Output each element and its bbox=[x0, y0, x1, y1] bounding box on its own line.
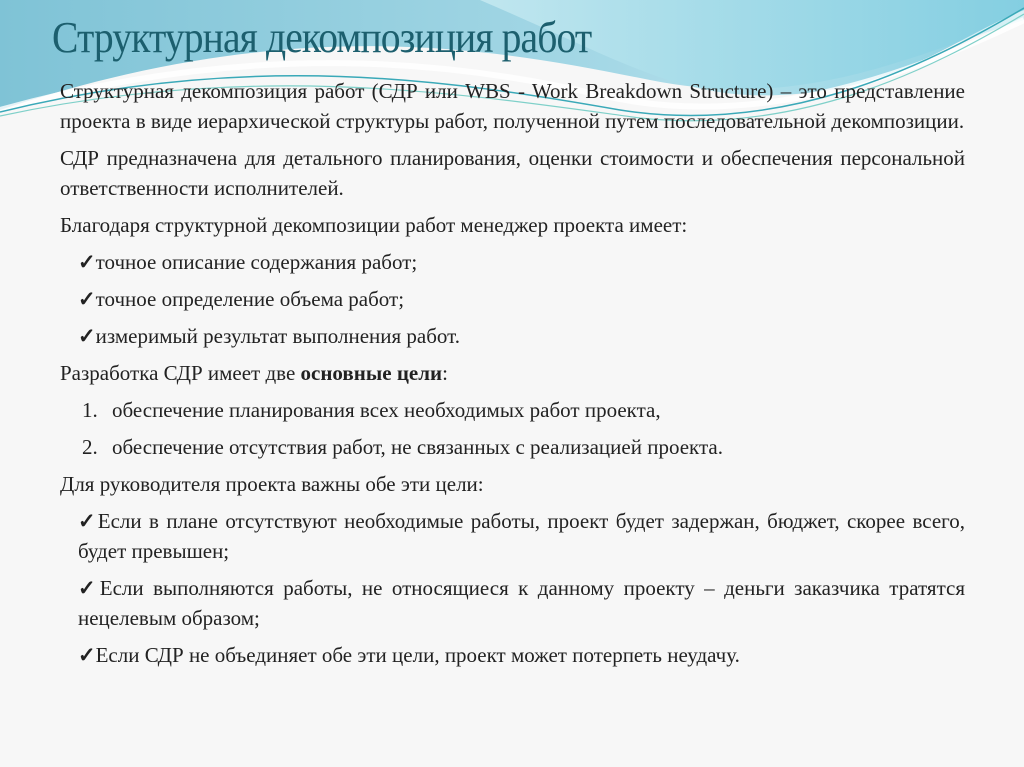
list-item: ✓ Если СДР не объединяет обе эти цели, проект может потерпеть неудачу. bbox=[60, 640, 965, 670]
list-item: ✓ точное описание содержания работ; bbox=[60, 247, 965, 277]
list-item: ✓ измеримый результат выполнения работ. bbox=[60, 321, 965, 351]
list-item: ✓ Если выполняются работы, не относящиеся к данному проекту – деньги заказчика тратятся нецелевым образом; bbox=[60, 573, 965, 633]
benefits-intro: Благодаря структурной декомпозиции работ менеджер проекта имеет: bbox=[60, 213, 688, 237]
slide-title: Структурная декомпозиция работ bbox=[52, 13, 592, 62]
list-item: ✓ Если в плане отсутствуют необходимые работы, проект будет задержан, бюджет, скорее всего, будет превышен; bbox=[60, 506, 965, 566]
list-item: ✓ точное определение объема работ; bbox=[60, 284, 965, 314]
list-item: 2. обеспечение отсутствия работ, не связанных с реализацией проекта. bbox=[82, 435, 723, 459]
goals-intro: Разработка СДР имеет две основные цели: bbox=[60, 361, 448, 385]
importance-intro: Для руководителя проекта важны обе эти цели: bbox=[60, 472, 484, 496]
list-item: 1. обеспечение планирования всех необходимых работ проекта, bbox=[82, 398, 661, 422]
purpose-paragraph: СДР предназначена для детального планирования, оценки стоимости и обеспечения персональной ответственности исполнителей. bbox=[60, 146, 965, 200]
definition-paragraph: Структурная декомпозиция работ (СДР или WBS - Work Breakdown Structure) – это представление проекта в виде иерархической структуры работ, полученной путем последовательной декомпозиции. bbox=[60, 79, 965, 133]
slide-body bbox=[60, 76, 965, 677]
